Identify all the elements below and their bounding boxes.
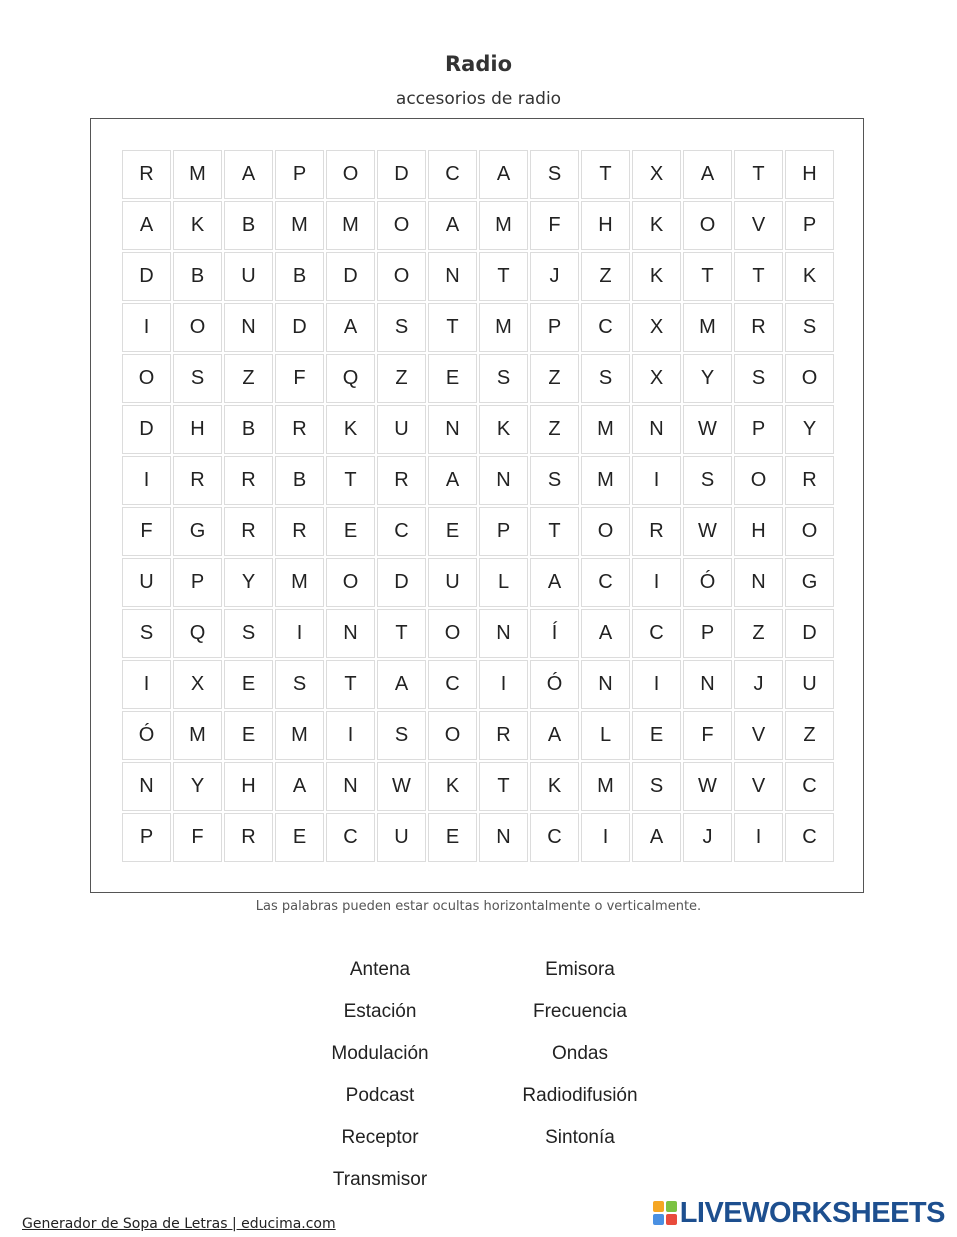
word-search-board xyxy=(90,118,864,893)
grid-cell[interactable]: A xyxy=(326,303,375,352)
grid-cell[interactable]: D xyxy=(785,609,834,658)
word-list-item: Ondas xyxy=(552,1043,608,1064)
grid-cell[interactable]: D xyxy=(377,150,426,199)
grid-cell[interactable]: A xyxy=(479,150,528,199)
grid-cell[interactable]: F xyxy=(173,813,222,862)
grid-cell[interactable]: O xyxy=(122,354,171,403)
grid-cell[interactable]: T xyxy=(428,303,477,352)
grid-cell[interactable]: B xyxy=(224,201,273,250)
grid-cell[interactable]: I xyxy=(581,813,630,862)
grid-cell[interactable]: Y xyxy=(224,558,273,607)
generator-credit-link[interactable]: Generador de Sopa de Letras | educima.com xyxy=(22,1216,336,1232)
grid-cell[interactable]: K xyxy=(173,201,222,250)
grid-cell[interactable]: T xyxy=(326,660,375,709)
grid-cell[interactable]: Ó xyxy=(530,660,579,709)
grid-cell[interactable]: A xyxy=(683,150,732,199)
grid-cell[interactable]: H xyxy=(581,201,630,250)
grid-cell[interactable]: U xyxy=(122,558,171,607)
grid-cell[interactable]: B xyxy=(224,405,273,454)
grid-cell[interactable]: K xyxy=(479,405,528,454)
grid-cell[interactable]: S xyxy=(122,609,171,658)
grid-cell[interactable]: N xyxy=(428,252,477,301)
grid-cell[interactable]: T xyxy=(734,150,783,199)
grid-cell[interactable]: J xyxy=(734,660,783,709)
grid-cell[interactable]: N xyxy=(479,813,528,862)
grid-cell[interactable]: J xyxy=(530,252,579,301)
liveworksheets-logo[interactable] xyxy=(653,1197,945,1229)
grid-cell[interactable]: I xyxy=(632,660,681,709)
grid-cell[interactable]: R xyxy=(122,150,171,199)
grid-cell[interactable]: S xyxy=(377,711,426,760)
grid-cell[interactable]: W xyxy=(683,762,732,811)
page-subtitle: accesorios de radio xyxy=(395,89,562,109)
grid-cell[interactable]: C xyxy=(428,150,477,199)
grid-cell[interactable]: M xyxy=(275,558,324,607)
grid-cell[interactable]: S xyxy=(683,456,732,505)
grid-cell[interactable]: L xyxy=(479,558,528,607)
grid-cell[interactable]: I xyxy=(479,660,528,709)
grid-cell[interactable]: K xyxy=(785,252,834,301)
grid-cell[interactable]: K xyxy=(428,762,477,811)
grid-cell[interactable]: G xyxy=(785,558,834,607)
grid-cell[interactable]: S xyxy=(581,354,630,403)
grid-cell[interactable]: I xyxy=(632,456,681,505)
page-title: Radio xyxy=(445,52,512,76)
grid-cell[interactable]: E xyxy=(224,660,273,709)
grid-cell[interactable]: F xyxy=(275,354,324,403)
grid-cell[interactable]: F xyxy=(530,201,579,250)
word-list-item: Estación xyxy=(343,1001,417,1022)
grid-cell[interactable]: U xyxy=(785,660,834,709)
grid-cell[interactable]: O xyxy=(734,456,783,505)
grid-cell[interactable]: A xyxy=(530,558,579,607)
grid-cell[interactable]: T xyxy=(479,762,528,811)
grid-cell[interactable]: A xyxy=(530,711,579,760)
grid-cell[interactable]: K xyxy=(530,762,579,811)
grid-cell[interactable]: Z xyxy=(224,354,273,403)
grid-cell[interactable]: P xyxy=(173,558,222,607)
grid-cell[interactable]: A xyxy=(122,201,171,250)
grid-cell[interactable]: N xyxy=(122,762,171,811)
grid-cell[interactable]: U xyxy=(377,813,426,862)
grid-cell[interactable]: T xyxy=(326,456,375,505)
grid-cell[interactable]: D xyxy=(275,303,324,352)
grid-cell[interactable]: R xyxy=(377,456,426,505)
grid-cell[interactable]: S xyxy=(377,303,426,352)
grid-cell[interactable]: D xyxy=(377,558,426,607)
grid-cell[interactable]: S xyxy=(224,609,273,658)
grid-cell[interactable]: M xyxy=(479,201,528,250)
grid-cell[interactable]: N xyxy=(734,558,783,607)
grid-cell[interactable]: R xyxy=(785,456,834,505)
grid-cell[interactable]: C xyxy=(581,558,630,607)
grid-cell[interactable]: P xyxy=(479,507,528,556)
grid-cell[interactable]: M xyxy=(173,150,222,199)
word-list-item: Emisora xyxy=(545,959,615,980)
grid-cell[interactable]: N xyxy=(581,660,630,709)
grid-cell[interactable]: C xyxy=(326,813,375,862)
grid-cell[interactable]: S xyxy=(479,354,528,403)
grid-cell[interactable]: D xyxy=(122,252,171,301)
grid-cell[interactable]: M xyxy=(581,405,630,454)
grid-cell[interactable]: S xyxy=(530,456,579,505)
grid-cell[interactable]: O xyxy=(377,252,426,301)
grid-cell[interactable]: E xyxy=(275,813,324,862)
grid-cell[interactable]: Ó xyxy=(683,558,732,607)
grid-cell[interactable]: F xyxy=(122,507,171,556)
word-list-item: Radiodifusión xyxy=(522,1085,638,1106)
grid-cell[interactable]: E xyxy=(428,354,477,403)
grid-cell[interactable]: X xyxy=(632,354,681,403)
grid-cell[interactable]: Í xyxy=(530,609,579,658)
grid-cell[interactable]: M xyxy=(479,303,528,352)
grid-cell[interactable]: M xyxy=(581,762,630,811)
grid-cell[interactable]: R xyxy=(173,456,222,505)
instructions-text: Las palabras pueden estar ocultas horizontalmente o verticalmente. xyxy=(255,899,702,914)
grid-cell[interactable]: P xyxy=(275,150,324,199)
grid-cell[interactable]: P xyxy=(683,609,732,658)
grid-cell[interactable]: T xyxy=(530,507,579,556)
grid-cell[interactable]: C xyxy=(428,660,477,709)
grid-cell[interactable]: O xyxy=(326,150,375,199)
grid-cell[interactable]: E xyxy=(428,507,477,556)
grid-cell[interactable]: Z xyxy=(377,354,426,403)
grid-cell[interactable]: P xyxy=(785,201,834,250)
grid-cell[interactable]: Y xyxy=(683,354,732,403)
grid-cell[interactable]: Q xyxy=(326,354,375,403)
grid-cell[interactable]: C xyxy=(377,507,426,556)
grid-cell[interactable]: D xyxy=(326,252,375,301)
grid-cell[interactable]: A xyxy=(632,813,681,862)
grid-cell[interactable]: X xyxy=(632,303,681,352)
grid-cell[interactable]: B xyxy=(275,252,324,301)
grid-cell[interactable]: Q xyxy=(173,609,222,658)
grid-cell[interactable]: R xyxy=(275,405,324,454)
grid-cell[interactable]: B xyxy=(173,252,222,301)
grid-cell[interactable]: K xyxy=(632,201,681,250)
word-list-item: Podcast xyxy=(345,1085,415,1106)
grid-cell[interactable]: R xyxy=(224,456,273,505)
grid-cell[interactable]: W xyxy=(683,405,732,454)
grid-cell[interactable]: G xyxy=(173,507,222,556)
word-list-item: Receptor xyxy=(341,1127,419,1148)
grid-cell[interactable]: X xyxy=(632,150,681,199)
grid-cell[interactable]: I xyxy=(632,558,681,607)
grid-cell[interactable]: C xyxy=(632,609,681,658)
grid-cell[interactable]: V xyxy=(734,201,783,250)
grid-cell[interactable]: S xyxy=(785,303,834,352)
grid-cell[interactable]: A xyxy=(224,150,273,199)
grid-cell[interactable]: B xyxy=(275,456,324,505)
grid-cell[interactable]: R xyxy=(734,303,783,352)
grid-cell[interactable]: A xyxy=(581,609,630,658)
word-list-item: Frecuencia xyxy=(533,1001,627,1022)
grid-cell[interactable]: N xyxy=(479,456,528,505)
grid-cell[interactable]: J xyxy=(683,813,732,862)
grid-cell[interactable]: M xyxy=(683,303,732,352)
grid-cell[interactable]: N xyxy=(479,609,528,658)
grid-cell[interactable]: R xyxy=(275,507,324,556)
grid-cell[interactable]: T xyxy=(479,252,528,301)
grid-cell[interactable]: M xyxy=(326,201,375,250)
grid-cell[interactable]: A xyxy=(428,201,477,250)
grid-cell[interactable]: O xyxy=(377,201,426,250)
grid-cell[interactable]: M xyxy=(275,711,324,760)
grid-cell[interactable]: Ó xyxy=(122,711,171,760)
grid-cell[interactable]: Z xyxy=(785,711,834,760)
grid-cell[interactable]: O xyxy=(581,507,630,556)
grid-cell[interactable]: E xyxy=(632,711,681,760)
grid-cell[interactable]: Z xyxy=(530,354,579,403)
grid-cell[interactable]: I xyxy=(734,813,783,862)
grid-cell[interactable]: F xyxy=(683,711,732,760)
grid-cell[interactable]: U xyxy=(224,252,273,301)
grid-cell[interactable]: C xyxy=(785,762,834,811)
grid-cell[interactable]: T xyxy=(683,252,732,301)
grid-cell[interactable]: S xyxy=(734,354,783,403)
grid-cell[interactable]: V xyxy=(734,711,783,760)
grid-cell[interactable]: X xyxy=(173,660,222,709)
grid-cell[interactable]: Z xyxy=(530,405,579,454)
grid-cell[interactable]: I xyxy=(122,660,171,709)
grid-cell[interactable]: O xyxy=(326,558,375,607)
grid-cell[interactable]: E xyxy=(224,711,273,760)
grid-cell[interactable]: O xyxy=(683,201,732,250)
grid-cell[interactable]: O xyxy=(785,354,834,403)
word-list-item: Modulación xyxy=(331,1043,429,1064)
word-list-item: Transmisor xyxy=(332,1169,428,1190)
grid-cell[interactable]: Z xyxy=(581,252,630,301)
grid-cell[interactable]: U xyxy=(377,405,426,454)
grid-cell[interactable]: N xyxy=(326,762,375,811)
grid-cell[interactable]: Y xyxy=(785,405,834,454)
grid-cell[interactable]: P xyxy=(122,813,171,862)
grid-cell[interactable]: R xyxy=(632,507,681,556)
grid-cell[interactable]: M xyxy=(581,456,630,505)
grid-cell[interactable]: R xyxy=(224,507,273,556)
grid-cell[interactable]: A xyxy=(428,456,477,505)
grid-cell[interactable]: T xyxy=(734,252,783,301)
grid-cell[interactable]: A xyxy=(377,660,426,709)
grid-cell[interactable]: S xyxy=(530,150,579,199)
grid-cell[interactable]: W xyxy=(377,762,426,811)
grid-cell[interactable]: O xyxy=(173,303,222,352)
grid-cell[interactable]: N xyxy=(326,609,375,658)
grid-cell[interactable]: O xyxy=(785,507,834,556)
grid-cell[interactable]: N xyxy=(683,660,732,709)
grid-cell[interactable]: R xyxy=(224,813,273,862)
grid-cell[interactable]: H xyxy=(734,507,783,556)
grid-cell[interactable]: C xyxy=(581,303,630,352)
grid-cell[interactable]: D xyxy=(122,405,171,454)
grid-cell[interactable]: W xyxy=(683,507,732,556)
grid-cell[interactable]: K xyxy=(632,252,681,301)
word-list-item: Antena xyxy=(349,959,411,980)
grid-cell[interactable]: T xyxy=(377,609,426,658)
word-list xyxy=(280,955,680,1207)
grid-cell[interactable]: O xyxy=(428,609,477,658)
grid-cell[interactable]: I xyxy=(122,456,171,505)
grid-cell[interactable]: P xyxy=(734,405,783,454)
grid-cell[interactable]: S xyxy=(632,762,681,811)
grid-cell[interactable]: I xyxy=(122,303,171,352)
grid-cell[interactable]: N xyxy=(428,405,477,454)
grid-cell[interactable]: S xyxy=(173,354,222,403)
grid-cell[interactable]: T xyxy=(581,150,630,199)
grid-cell[interactable]: O xyxy=(428,711,477,760)
grid-cell[interactable]: H xyxy=(785,150,834,199)
grid-cell[interactable]: L xyxy=(581,711,630,760)
grid-cell[interactable]: C xyxy=(785,813,834,862)
grid-cell[interactable]: Z xyxy=(734,609,783,658)
grid-cell[interactable]: U xyxy=(428,558,477,607)
grid-cell[interactable]: M xyxy=(173,711,222,760)
liveworksheets-logo-icon xyxy=(653,1201,677,1225)
grid-cell[interactable]: S xyxy=(275,660,324,709)
word-list-item: Sintonía xyxy=(545,1127,615,1148)
grid-cell[interactable]: N xyxy=(224,303,273,352)
grid-cell[interactable]: Y xyxy=(173,762,222,811)
grid-cell[interactable]: I xyxy=(326,711,375,760)
liveworksheets-logo-text: LIVEWORKSHEETS xyxy=(679,1196,945,1229)
grid-cell[interactable]: N xyxy=(632,405,681,454)
grid-cell[interactable]: R xyxy=(479,711,528,760)
grid-cell[interactable]: V xyxy=(734,762,783,811)
grid-cell[interactable]: H xyxy=(224,762,273,811)
grid-cell[interactable]: A xyxy=(275,762,324,811)
letter-grid xyxy=(122,150,834,862)
grid-cell[interactable]: E xyxy=(326,507,375,556)
grid-cell[interactable]: C xyxy=(530,813,579,862)
grid-cell[interactable]: P xyxy=(530,303,579,352)
grid-cell[interactable]: E xyxy=(428,813,477,862)
grid-cell[interactable]: H xyxy=(173,405,222,454)
grid-cell[interactable]: M xyxy=(275,201,324,250)
grid-cell[interactable]: K xyxy=(326,405,375,454)
grid-cell[interactable]: I xyxy=(275,609,324,658)
